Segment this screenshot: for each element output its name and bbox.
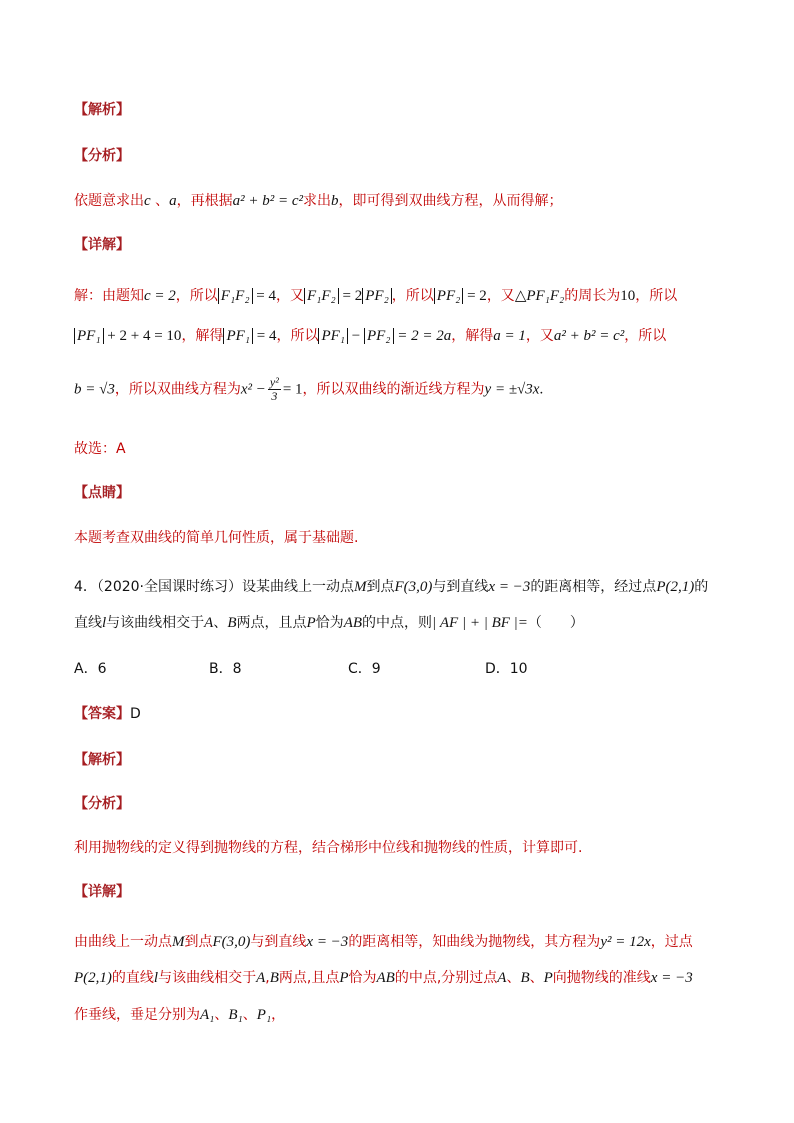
heading-fenxi-2: 【分析】 bbox=[74, 796, 130, 812]
q3-summary: 本题考查双曲线的简单几何性质，属于基础题. bbox=[74, 530, 359, 546]
heading-xiangjie: 【详解】 bbox=[74, 237, 130, 253]
fraction-y2-over-3: $\frac{\text{y²}}{3}$ bbox=[269, 375, 279, 403]
q4-detail-line-3: 作垂线，垂足分别为A₁、B₁、P₁， bbox=[74, 1007, 286, 1023]
q4-question-line-2: 直线l与该曲线相交于A、B两点，且点P恰为AB的中点，则| AF | + | BF |=（ ） bbox=[74, 615, 584, 631]
heading-jiexi-2: 【解析】 bbox=[74, 752, 130, 768]
heading-fenxi: 【分析】 bbox=[74, 148, 130, 164]
q4-detail-line-2: P(2,1)的直线l与该曲线相交于A,B两点,且点P恰为AB的中点,分别过点A、B、P向抛物线的准线x = −3 bbox=[74, 970, 693, 986]
heading-xiangjie-2: 【详解】 bbox=[74, 884, 130, 900]
q4-answer: D bbox=[130, 706, 141, 722]
q3-choice: 故选：A bbox=[74, 441, 126, 457]
option-c: C．9 bbox=[348, 661, 381, 677]
q4-question-line-1: 4．（2020·全国课时练习）设某曲线上一动点M到点F(3,0)与到直线x = −3的距离相等，经过点P(2,1)的 bbox=[74, 579, 709, 595]
q3-detail-line-1: 解：由题知c = 2，所以 F₁F₂ = 4，又 F₁F₂ = 2 PF₂ ，所以 PF₂ = 2，又△PF₁F₂的周长为10，所以 bbox=[74, 288, 678, 304]
q4-detail-line-1: 由曲线上一动点M到点F(3,0)与到直线x = −3的距离相等，知曲线为抛物线，其方程为y² = 12x，过点 bbox=[74, 934, 693, 950]
q3-analysis-text: 依题意求出c 、a，再根据a² + b² = c²求出b，即可得到双曲线方程，从而得解； bbox=[74, 193, 563, 209]
q4-options bbox=[0, 659, 794, 679]
heading-jiexi: 【解析】 bbox=[74, 102, 130, 118]
heading-dianjing: 【点睛】 bbox=[74, 485, 130, 501]
q3-detail-line-3: b = √3，所以双曲线方程为x² − $\frac{\text{y²}}{3}$ = 1，所以双曲线的渐近线方程为y = ±√3x. bbox=[74, 375, 544, 403]
q4-answer-line bbox=[74, 704, 141, 724]
option-a: A．6 bbox=[74, 661, 107, 677]
q4-analysis: 利用抛物线的定义得到抛物线的方程，结合梯形中位线和抛物线的性质，计算即可. bbox=[74, 840, 583, 856]
option-d: D．10 bbox=[485, 661, 528, 677]
option-b: B．8 bbox=[209, 661, 242, 677]
heading-daan: 【答案】 bbox=[74, 706, 130, 722]
q3-detail-line-2: PF₁ + 2 + 4 = 10，解得 PF₁ = 4，所以 PF₁ − PF₂ = 2 = 2a，解得a = 1，又a² + b² = c²，所以 bbox=[74, 326, 666, 346]
